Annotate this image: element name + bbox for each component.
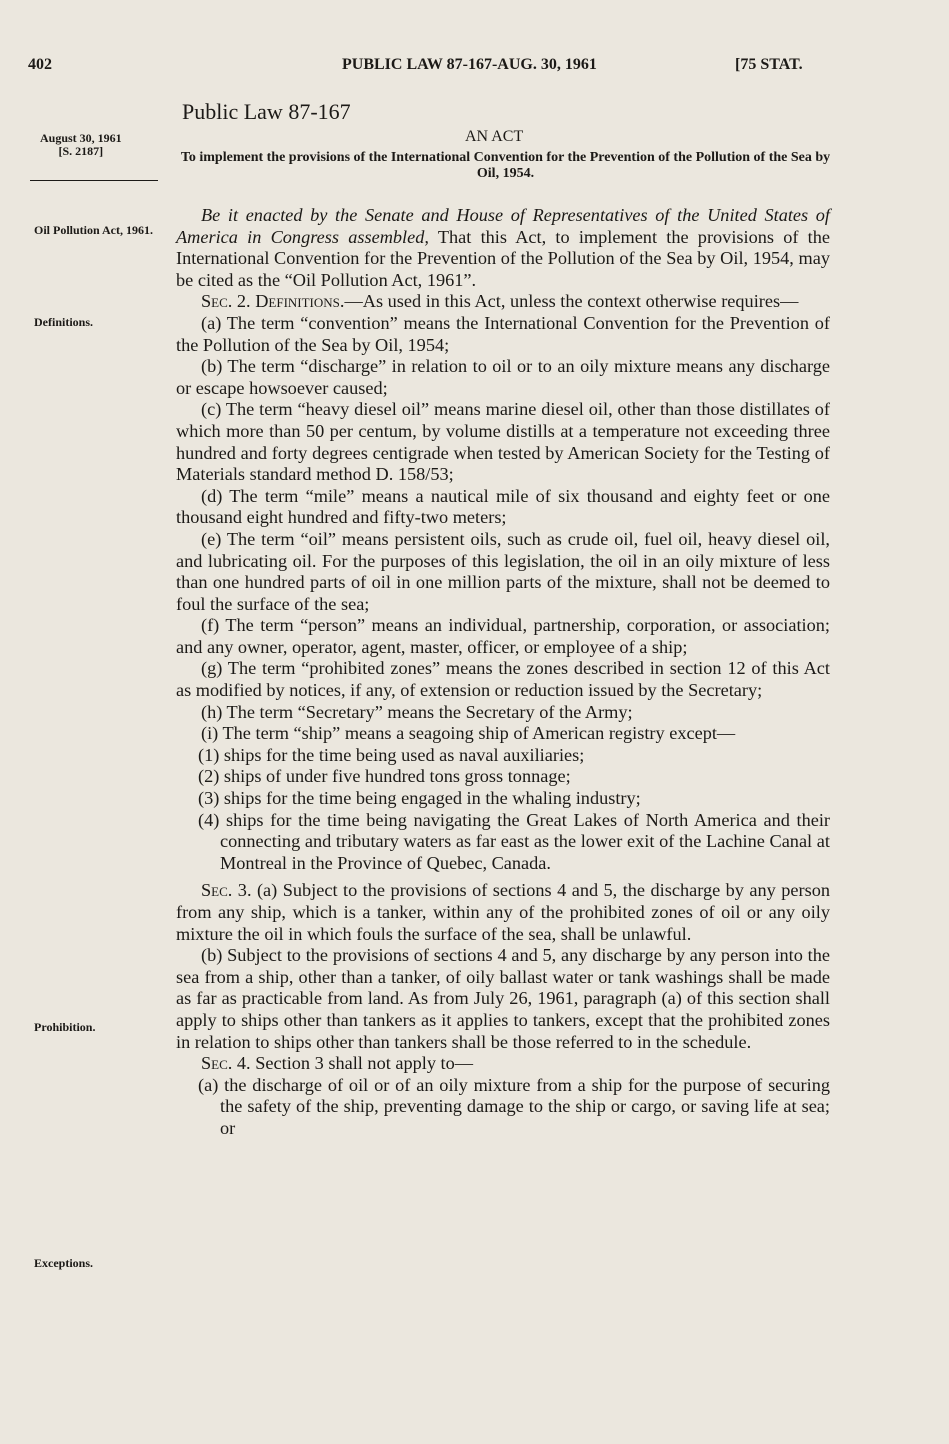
margin-date-block: [40, 132, 122, 158]
statutes-volume: [75 STAT.: [735, 56, 803, 73]
margin-date: August 30, 1961: [40, 131, 122, 145]
page-number: 402: [28, 56, 52, 73]
enacting-clause: Be it enacted by the Senate and House of Representatives of the United States of America in Congress assembled,: [176, 205, 830, 247]
margin-prohibition: Prohibition.: [34, 1020, 96, 1034]
ship-exception-1: (1) ships for the time being used as naval auxiliaries;: [198, 744, 585, 765]
definition-i: (i) The term “ship” means a seagoing ship of American registry except—: [201, 723, 736, 744]
section-3-heading: Sec. 3.: [201, 880, 252, 901]
section-2-heading: Sec. 2. Definitions.: [201, 291, 345, 312]
margin-divider: [30, 180, 158, 181]
definition-d: (d) The term “mile” means a nautical mile of six thousand and eighty feet or one thousand eight hundred and fifty-two meters;: [176, 485, 830, 528]
act-heading: AN ACT: [465, 128, 524, 145]
margin-bill-number: [S. 2187]: [58, 144, 104, 158]
section-4a: (a) the discharge of oil or of an oily mixture from a ship for the purpose of securing the safety of the ship, preventing damage to the ship or cargo, or saving life at sea; or: [198, 1074, 830, 1138]
margin-short-title: Oil Pollution Act, 1961.: [34, 223, 154, 237]
section-4-heading: Sec. 4.: [201, 1053, 251, 1074]
section-3b: (b) Subject to the provisions of sections 4 and 5, any discharge by any person into the sea from a ship, other than a tanker, of oily ballast water or tank washings shall be made as far as practicable from land. As from July 26, 1961, paragraph (a) of this section shall apply to ships other than tankers as it applies to tankers, except that the prohibited zones in relation to ships other than tankers shall be those referred to in the schedule.: [176, 945, 830, 1052]
definition-h: (h) The term “Secretary” means the Secretary of the Army;: [201, 701, 633, 722]
definition-e: (e) The term “oil” means persistent oils, such as crude oil, fuel oil, heavy diesel oil, and lubricating oil. For the purposes of this legislation, the oil in an oily mixture of less than one hundred parts of oil in one million parts of the mixture, shall not be deemed to foul the surface of the sea;: [176, 528, 830, 614]
definition-a: (a) The term “convention” means the International Convention for the Prevention of the Pollution of the Sea by Oil, 1954;: [176, 312, 830, 355]
section-4: [176, 1053, 830, 1075]
definition-b: (b) The term “discharge” in relation to oil or to an oily mixture means any discharge or escape howsoever caused;: [176, 356, 830, 398]
definition-g: (g) The term “prohibited zones” means the zones described in section 12 of this Act as modified by notices, if any, of extension or reduction issued by the Secretary;: [176, 658, 830, 701]
section-2-intro: —As used in this Act, unless the context otherwise requires—: [344, 291, 799, 312]
margin-exceptions: Exceptions.: [34, 1256, 94, 1270]
definition-f: (f) The term “person” means an individual, partnership, corporation, or association; and any owner, operator, agent, master, officer, or employee of a ship;: [176, 615, 830, 657]
ship-exception-4: (4) ships for the time being navigating the Great Lakes of North America and their connecting and tributary waters as far east as the lower exit of the Lachine Canal at Montreal in the Province of Quebec, Canada.: [198, 809, 830, 873]
section-3a-text: (a) Subject to the provisions of sections 4 and 5, the discharge by any person from any ship, which is a tanker, within any of the prohibited zones of oil or any oily mixture the oil in which fouls the surface of the sea, shall be unlawful.: [176, 880, 830, 944]
definition-c: (c) The term “heavy diesel oil” means marine diesel oil, other than those distillates of which more than 50 per centum, by volume distills at a temperature not exceeding three hundred and forty degrees centigrade when tested by American Society for the Testing of Materials standard method D. 158/53;: [176, 399, 830, 485]
section-2: [176, 291, 830, 313]
act-body: [176, 205, 830, 1140]
ship-exception-3: (3) ships for the time being engaged in the whaling industry;: [198, 788, 641, 809]
running-head: PUBLIC LAW 87-167-AUG. 30, 1961: [342, 56, 597, 73]
section-4-intro: Section 3 shall not apply to—: [255, 1053, 474, 1074]
act-title: To implement the provisions of the International Convention for the Prevention of the Pollution of the Sea by Oil, 1954.: [180, 150, 831, 181]
ship-exception-2: (2) ships of under five hundred tons gross tonnage;: [198, 766, 571, 787]
section-1-text: That this Act, to implement the provisions of the International Convention for the Prevention of the Pollution of the Sea by Oil, 1954, may be cited as the “Oil Pollution Act, 1961”.: [176, 226, 830, 290]
law-title: Public Law 87-167: [182, 99, 351, 124]
section-3a: [176, 880, 830, 945]
section-1: [176, 205, 830, 291]
margin-definitions: Definitions.: [34, 315, 94, 329]
